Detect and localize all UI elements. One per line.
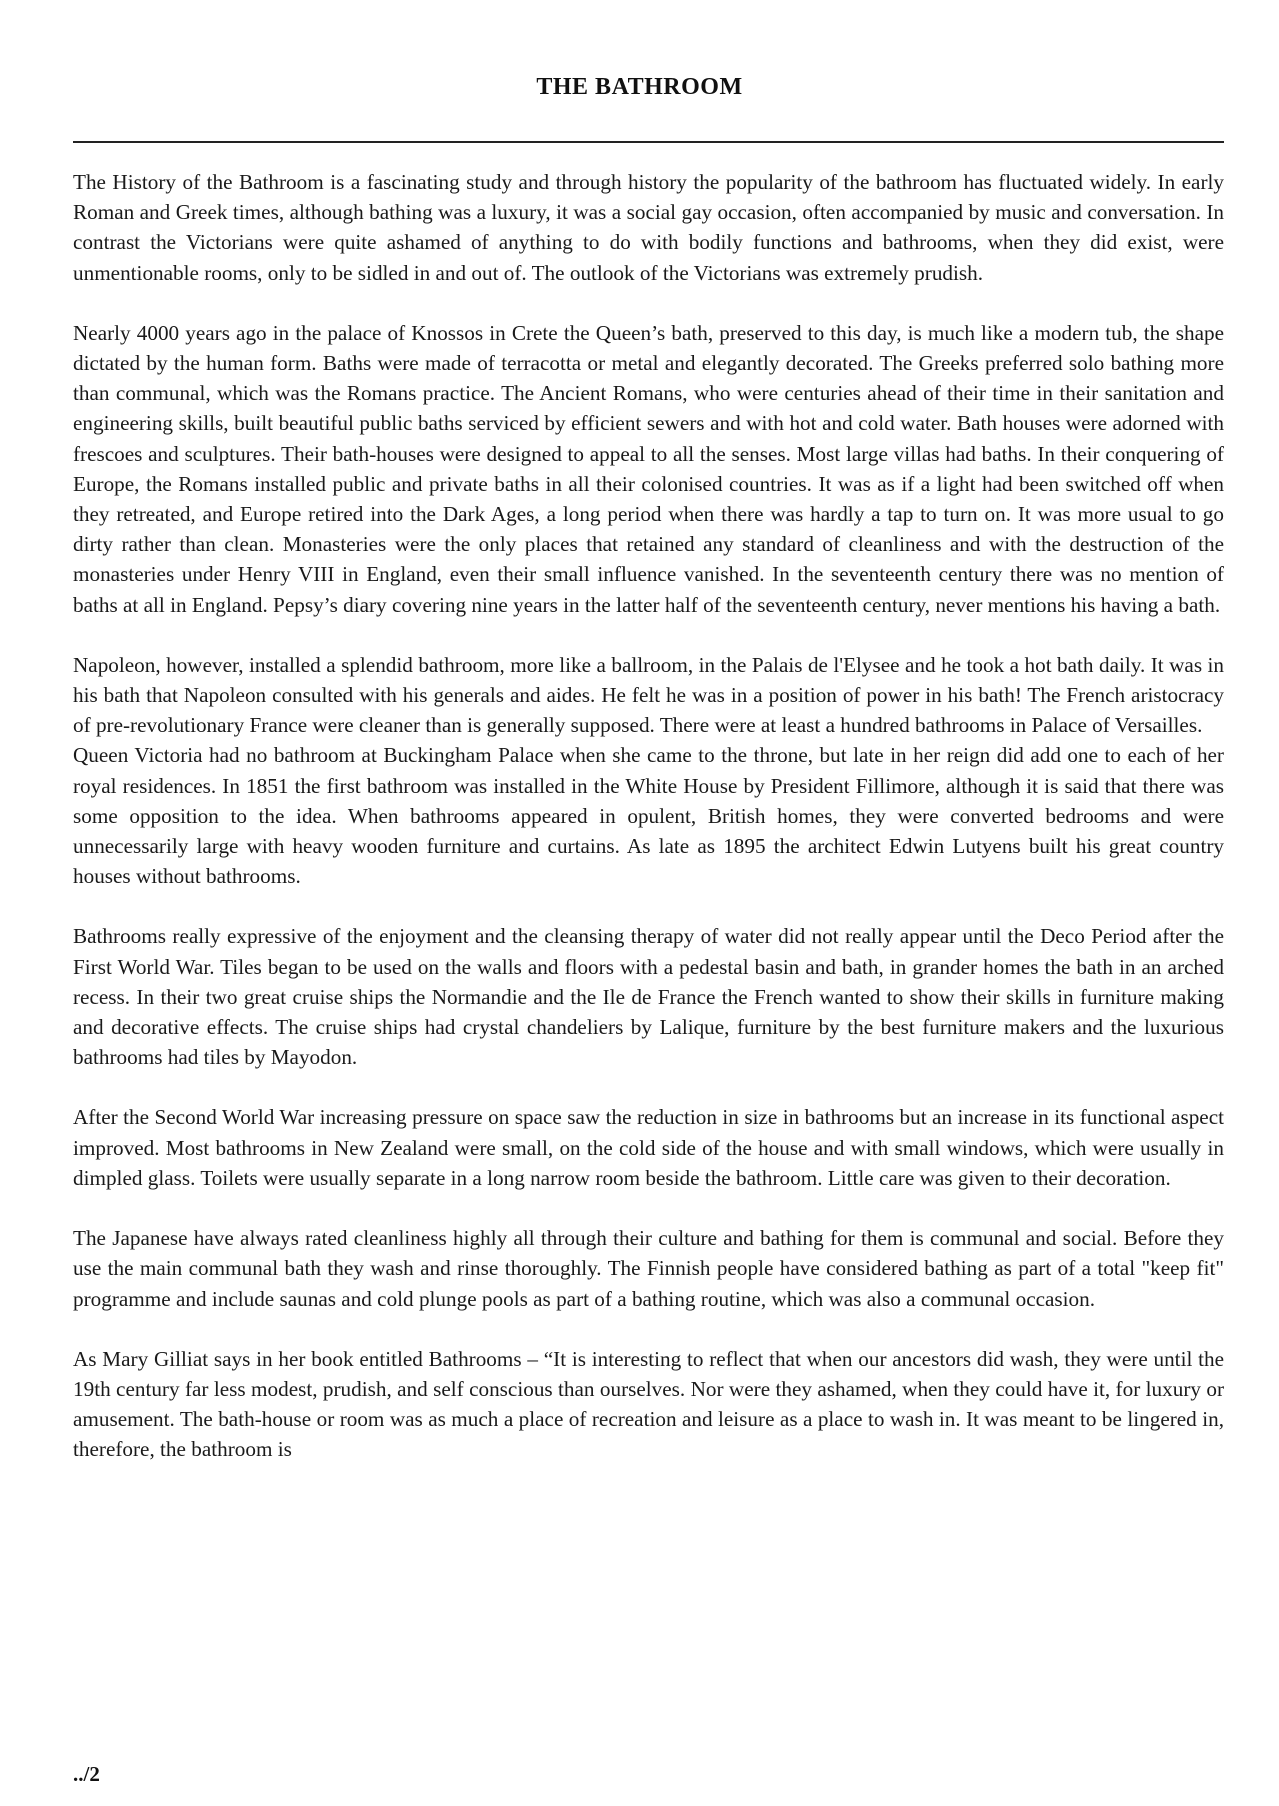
paragraph-mary-gilliat-quote: As Mary Gilliat says in her book entitled Bathrooms – “It is interesting to reflect that when our ancestors did wash, they were until the 19th century far less modest, prudish, and self conscious than ourselves. Nor were they ashamed, when they could have it, for luxury or amusement. The bath-house or room was as much a place of recreation and leisure as a place to wash in. It was meant to be lingered in, therefore, the bathroom is <box>73 1346 1224 1462</box>
paragraph-queen-victoria: Queen Victoria had no bathroom at Buckingham Palace when she came to the throne, but late in her reign did add one to each of her royal residences. In 1851 the first bathroom was installed in the White House by President Fillimore, although it is said that there was some opposition to the idea. When bathrooms appeared in opulent, British homes, they were converted bedrooms and were unnecessarily large with heavy wooden furniture and curtains. As late as 1895 the architect Edwin Lutyens built his great country houses without bathrooms. <box>73 743 1224 889</box>
paragraph-ancient-baths: Nearly 4000 years ago in the palace of Knossos in Crete the Queen’s bath, preserved to this day, is much like a modern tub, the shape dictated by the human form. Baths were made of terracotta or metal and elegantly decorated. The Greeks preferred solo bathing more than communal, which was the Romans practice. The Ancient Romans, who were centuries ahead of their time in their sanitation and engineering skills, built beautiful public baths serviced by efficient sewers and with hot and cold water. Bath houses were adorned with frescoes and sculptures. Their bath-houses were designed to appeal to all the senses. Most large villas had baths. In their conquering of Europe, the Romans installed public and private baths in all their colonised countries. It was as if a light had been switched off when they retreated, and Europe retired into the Dark Ages, a long period when there was hardly a tap to turn on. It was more usual to go dirty rather than clean. Monasteries were the only places that retained any standard of cleanliness and with the destruction of the monasteries under Henry VIII in England, even their small influence vanished. In the seventeenth century there was no mention of baths at all in England. Pepsy’s diary covering nine years in the latter half of the seventeenth century, never mentions his having a bath. <box>73 320 1224 617</box>
paragraph-post-war: After the Second World War increasing pressure on space saw the reduction in size in bathrooms but an increase in its functional aspect improved. Most bathrooms in New Zealand were small, on the cold side of the house and with small windows, which were usually in dimpled glass. Toilets were usually separate in a long narrow room beside the bathroom. Little care was given to their decoration. <box>73 1105 1224 1190</box>
paragraph-napoleon: Napoleon, however, installed a splendid bathroom, more like a ballroom, in the Palais de l'Elysee and he took a hot bath daily. It was in his bath that Napoleon consulted with his generals and aides. He felt he was in a position of power in his bath! The French aristocracy of pre-revolutionary France were cleaner than is generally supposed. There were at least a hundred bathrooms in Palace of Versailles. <box>73 652 1224 738</box>
page-continuation-marker: ../2 <box>73 1762 100 1786</box>
title-divider <box>73 141 1224 143</box>
paragraph-japanese-finnish: The Japanese have always rated cleanliness highly all through their culture and bathing for them is communal and social. Before they use the main communal bath they wash and rinse thoroughly. The Finnish people have considered bathing as part of a total "keep fit" programme and include saunas and cold plunge pools as part of a bathing routine, which was also a communal occasion. <box>73 1226 1224 1311</box>
page-title: THE BATHROOM <box>536 74 743 100</box>
article-body <box>73 167 1224 1465</box>
paragraph-history-intro: The History of the Bathroom is a fascinating study and through history the popularity of the bathroom has fluctuated widely. In early Roman and Greek times, although bathing was a luxury, it was a social gay occasion, often accompanied by music and conversation. In contrast the Victorians were quite ashamed of anything to do with bodily functions and bathrooms, when they did exist, were unmentionable rooms, only to be sidled in and out of. The outlook of the Victorians was extremely prudish. <box>73 170 1224 285</box>
paragraph-deco-period: Bathrooms really expressive of the enjoyment and the cleansing therapy of water did not really appear until the Deco Period after the First World War. Tiles began to be used on the walls and floors with a pedestal basin and bath, in grander homes the bath in an arched recess. In their two great cruise ships the Normandie and the Ile de France the French wanted to show their skills in furniture making and decorative effects. The cruise ships had crystal chandeliers by Lalique, furniture by the best furniture makers and the luxurious bathrooms had tiles by Mayodon. <box>73 924 1224 1070</box>
